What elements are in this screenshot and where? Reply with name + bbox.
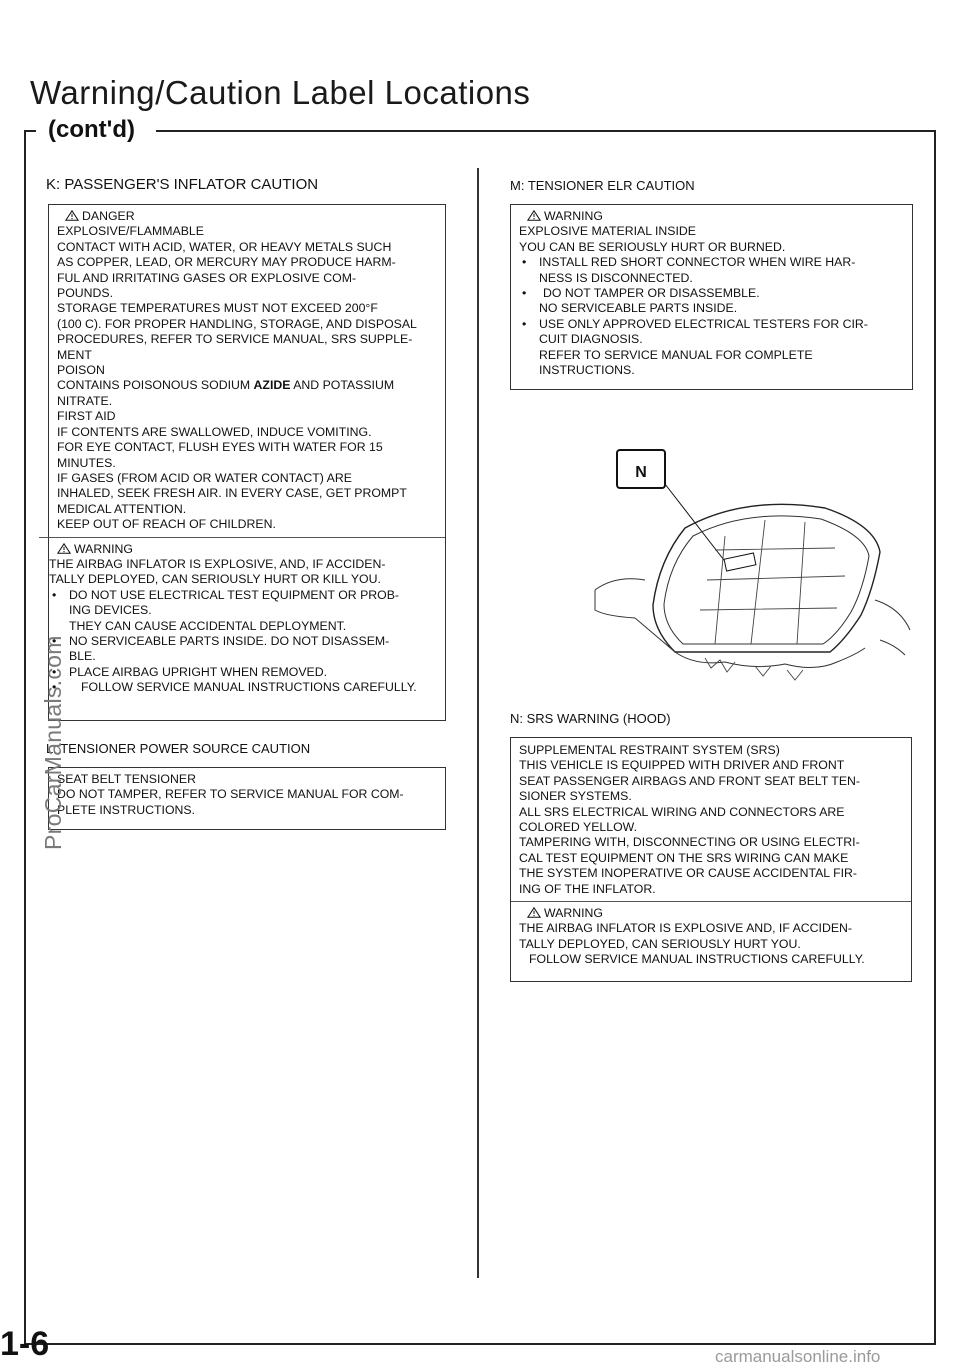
danger-text xyxy=(57,224,435,532)
warning-triangle-icon xyxy=(527,210,541,221)
frame-bottom xyxy=(24,1343,936,1345)
page-title: Warning/Caution Label Locations xyxy=(30,74,531,111)
warning-triangle-icon xyxy=(527,907,541,918)
warning-header: WARNING xyxy=(519,209,902,224)
label-n-line: CAL TEST EQUIPMENT ON THE SRS WIRING CAN MAKE xyxy=(519,850,849,865)
danger-line: STORAGE TEMPERATURES MUST NOT EXCEED 200°F xyxy=(57,301,378,316)
label-l-line: DO NOT TAMPER, REFER TO SERVICE MANUAL FOR COM- xyxy=(57,787,404,802)
label-n-line: ALL SRS ELECTRICAL WIRING AND CONNECTORS ARE xyxy=(519,804,845,819)
label-n-section xyxy=(511,738,911,901)
danger-line: FUL AND IRRITATING GASES OR EXPLOSIVE COM- xyxy=(57,270,357,285)
danger-line: FOR EYE CONTACT, FLUSH EYES WITH WATER FOR 15 xyxy=(57,440,383,455)
label-n-line: COLORED YELLOW. xyxy=(519,820,637,835)
danger-line: EXPLOSIVE/FLAMMABLE xyxy=(57,224,204,239)
label-l-section xyxy=(49,768,445,822)
danger-line: KEEP OUT OF REACH OF CHILDREN. xyxy=(57,517,276,532)
danger-line: MENT xyxy=(57,347,92,362)
danger-line: POUNDS. xyxy=(57,286,114,301)
warning-line: TALLY DEPLOYED, CAN SERIOUSLY HURT OR KILL YOU. xyxy=(49,572,381,587)
danger-line: CONTACT WITH ACID, WATER, OR HEAVY METALS SUCH xyxy=(57,239,392,254)
danger-line: NITRATE. xyxy=(57,393,113,408)
bullet-item: • PLACE AIRBAG UPRIGHT WHEN REMOVED. xyxy=(49,665,435,680)
danger-line: INHALED, SEEK FRESH AIR. IN EVERY CASE, GET PROMPT xyxy=(57,486,407,501)
label-k-box xyxy=(48,204,446,721)
fender-left xyxy=(595,579,675,652)
label-l-line: PLETE INSTRUCTIONS. xyxy=(57,802,196,817)
page-number: 1-6 xyxy=(0,1325,50,1363)
label-n-line: ING OF THE INFLATOR. xyxy=(519,881,656,896)
label-n-warning-section xyxy=(511,901,911,972)
engine-bay-edge xyxy=(675,648,865,668)
bullet-item: • NO SERVICEABLE PARTS INSIDE. DO NOT DISASSEM- BLE. xyxy=(49,634,435,665)
bullet-item: • DO NOT USE ELECTRICAL TEST EQUIPMENT OR PROB- ING DEVICES. THEY CAN CAUSE ACCIDENTAL DEPLOYMENT. xyxy=(49,588,435,634)
continued-label: (cont'd) xyxy=(48,116,136,143)
warning-header: WARNING xyxy=(519,906,901,921)
danger-line: IF CONTENTS ARE SWALLOWED, INDUCE VOMITING. xyxy=(57,424,372,439)
danger-line: FIRST AID xyxy=(57,409,116,424)
danger-line: (100 C). FOR PROPER HANDLING, STORAGE, AND DISPOSAL xyxy=(57,316,417,331)
hood-drawing xyxy=(575,440,915,702)
label-m-box xyxy=(510,204,913,390)
danger-line: POISON xyxy=(57,363,105,378)
danger-line: PROCEDURES, REFER TO SERVICE MANUAL, SRS SUPPLE- xyxy=(57,332,413,347)
footer-url: carmanualsonline.info xyxy=(715,1347,881,1366)
label-l-box xyxy=(48,767,446,830)
frame-right xyxy=(934,130,936,1345)
label-m-line: EXPLOSIVE MATERIAL INSIDE xyxy=(519,224,696,239)
danger-line: CONTAINS POISONOUS SODIUM AZIDE AND POTASSIUM xyxy=(57,378,395,393)
label-n-line: THIS VEHICLE IS EQUIPPED WITH DRIVER AND FRONT xyxy=(519,758,845,773)
frame-top-right xyxy=(156,130,936,132)
label-k-warning-section xyxy=(39,537,445,700)
danger-line: AS COPPER, LEAD, OR MERCURY MAY PRODUCE HARM- xyxy=(57,255,396,270)
azide-emphasis: AZIDE xyxy=(253,378,291,393)
danger-line: IF GASES (FROM ACID OR WATER CONTACT) ARE xyxy=(57,470,352,485)
label-n-line: SIONER SYSTEMS. xyxy=(519,789,632,804)
label-n-box xyxy=(510,737,912,982)
hood-ribs xyxy=(700,520,845,644)
label-m-section xyxy=(511,205,912,382)
hood-illustration xyxy=(575,440,915,702)
label-m-line: YOU CAN BE SERIOUSLY HURT OR BURNED. xyxy=(519,239,786,254)
label-n-warning-line: TALLY DEPLOYED, CAN SERIOUSLY HURT YOU. xyxy=(519,936,801,951)
frame-left xyxy=(24,130,26,1345)
label-n-line: THE SYSTEM INOPERATIVE OR CAUSE ACCIDENTAL FIR- xyxy=(519,866,857,881)
label-n-line: TAMPERING WITH, DISCONNECTING OR USING ELECTRI- xyxy=(519,835,860,850)
danger-line: MINUTES. xyxy=(57,455,116,470)
warning-triangle-icon xyxy=(57,543,71,554)
srs-label-mark xyxy=(724,553,756,571)
label-m-heading: M: TENSIONER ELR CAUTION xyxy=(510,178,695,193)
warning-line: THE AIRBAG INFLATOR IS EXPLOSIVE, AND, IF ACCIDEN- xyxy=(49,556,386,571)
label-l-line: SEAT BELT TENSIONER xyxy=(57,772,196,786)
callout-label: N xyxy=(635,464,647,481)
warning-header: WARNING xyxy=(49,542,435,557)
label-k-danger-section xyxy=(49,205,445,537)
bullet-item: • DO NOT TAMPER OR DISASSEMBLE. NO SERVICEABLE PARTS INSIDE. xyxy=(519,286,902,317)
label-n-line: SUPPLEMENTAL RESTRAINT SYSTEM (SRS) xyxy=(519,743,780,757)
watermark: ProCarManuals.com xyxy=(40,635,66,850)
label-l-heading: L: TENSIONER POWER SOURCE CAUTION xyxy=(46,741,311,756)
label-n-heading: N: SRS WARNING (HOOD) xyxy=(510,711,671,726)
danger-line: MEDICAL ATTENTION. xyxy=(57,501,187,516)
danger-header: DANGER xyxy=(57,209,435,224)
hood-inner-frame xyxy=(664,516,869,644)
bullet-item: • INSTALL RED SHORT CONNECTOR WHEN WIRE HAR- NESS IS DISCONNECTED. xyxy=(519,255,902,286)
label-k-heading: K: PASSENGER'S INFLATOR CAUTION xyxy=(46,176,319,193)
callout-leader xyxy=(665,484,727,564)
label-n-warning-line: FOLLOW SERVICE MANUAL INSTRUCTIONS CAREFULLY. xyxy=(529,952,865,967)
bullet-item: • USE ONLY APPROVED ELECTRICAL TESTERS FOR CIR- CUIT DIAGNOSIS. REFER TO SERVICE MANUAL FOR COMPLETE INSTRUCTIONS. xyxy=(519,317,902,379)
engine-components xyxy=(705,658,803,680)
column-divider xyxy=(477,168,479,1278)
label-n-line: SEAT PASSENGER AIRBAGS AND FRONT SEAT BELT TEN- xyxy=(519,773,860,788)
label-n-warning-line: THE AIRBAG INFLATOR IS EXPLOSIVE AND, IF ACCIDEN- xyxy=(519,921,853,936)
fender-right xyxy=(875,600,910,655)
warning-triangle-icon xyxy=(65,210,79,221)
bullet-item: • FOLLOW SERVICE MANUAL INSTRUCTIONS CAREFULLY. xyxy=(49,680,435,695)
